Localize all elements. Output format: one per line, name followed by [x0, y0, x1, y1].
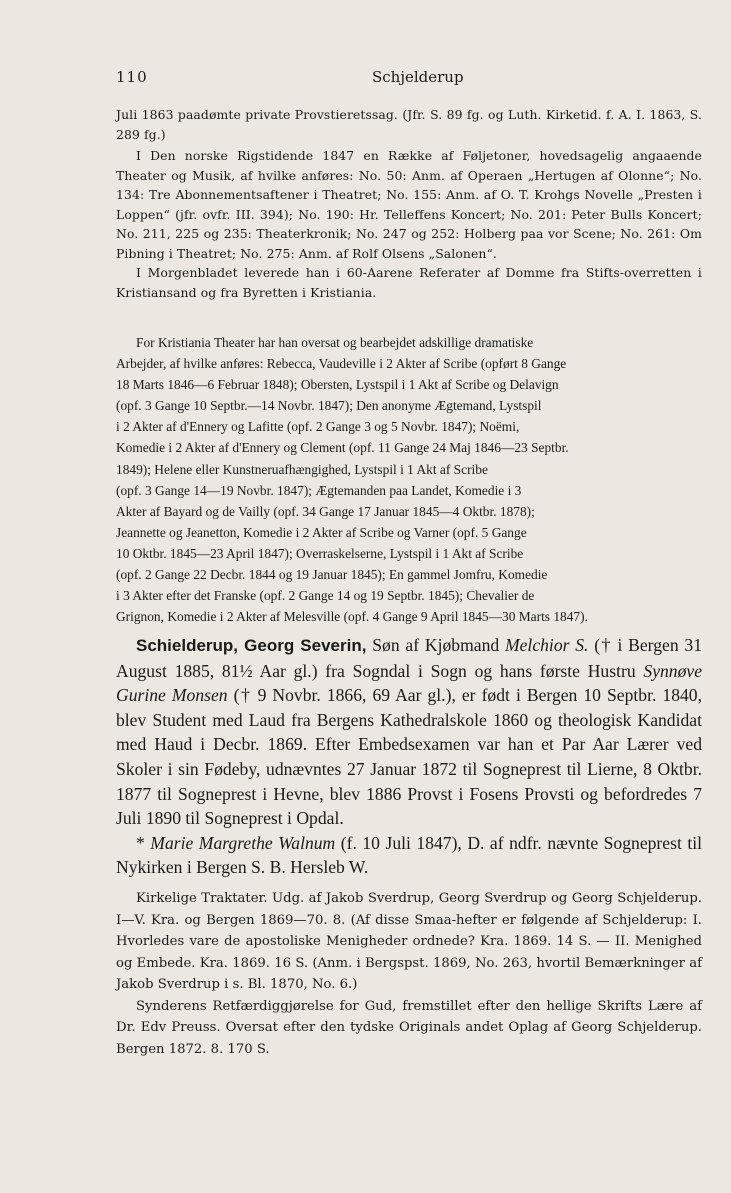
theater-line: Jeannette og Jeanetton, Komedie i 2 Akter af Scribe og Varner (opf. 5 Gange — [116, 524, 527, 540]
fraktur-notes-block — [116, 105, 702, 302]
theater-line: 1849); Helene eller Kunstneruafhængighed, Lystspil i 1 Akt af Scribe — [116, 461, 488, 477]
marriage-paragraph — [116, 831, 702, 880]
theater-line: Akter af Bayard og de Vailly (opf. 34 Gange 17 Januar 1845—4 Oktbr. 1878); — [116, 503, 535, 519]
theater-line: (opf. 2 Gange 22 Decbr. 1844 og 19 Januar 1845); En gammel Jomfru, Komedie — [116, 567, 548, 583]
theater-line: i 2 Akter af d'Ennery og Lafitte (opf. 2 Gange 3 og 5 Novbr. 1847); Noëmi, — [116, 419, 520, 435]
theater-line: (opf. 3 Gange 10 Septbr.—14 Novbr. 1847); Den anonyme Ægtemand, Lystspil — [116, 398, 542, 414]
theater-line: Grignon, Komedie i 2 Akter af Melesville (opf. 4 Gange 9 April 1845—30 Marts 1847). — [116, 609, 588, 625]
theater-line: i 3 Akter efter det Franske (opf. 2 Gange 14 og 19 Septbr. 1845); Chevalier de — [116, 588, 535, 604]
theater-translations-block — [116, 332, 702, 627]
marriage-text: (f. 10 Juli 1847), D. af ndfr. nævnte Sogneprest til Nykirken i Bergen S. B. Hersleb W. — [116, 832, 702, 878]
bio-text: Søn af Kjøbmand — [372, 635, 500, 655]
marriage-mark: * — [136, 832, 145, 853]
works-list — [116, 888, 702, 1060]
theater-line: For Kristiania Theater har han oversat og bearbejdet adskillige dramatiske — [136, 335, 534, 350]
morgenbladet-paragraph: I Morgenbladet leverede han i 60-Aarene Referater af Domme fra Stifts-overretten i Kristiansand og fra Byretten i Kristiania. — [116, 265, 702, 300]
provsti-case-paragraph: Juli 1863 paadømte private Provstieretssag. (Jfr. S. 89 fg. og Luth. Kirketid. f. A. I. 1863, S. 289 fg.) — [116, 107, 702, 142]
biography-entry — [116, 633, 702, 880]
page-number: 110 — [116, 68, 148, 86]
biography-paragraph — [116, 633, 702, 831]
running-title: Schjelderup — [372, 68, 464, 86]
mother-name: Synnøve Gurine Monsen — [116, 660, 703, 706]
theater-line: Komedie i 2 Akter af d'Ennery og Clement (opf. 11 Gange 24 Maj 1846—23 Septbr. — [116, 440, 569, 456]
wife-name: Marie Margrethe Walnum — [150, 832, 336, 853]
theater-line: 10 Oktbr. 1845—23 April 1847); Overraskelserne, Lystspil i 1 Akt af Scribe — [116, 545, 524, 561]
work-entry-traktater: Kirkelige Traktater. Udg. af Jakob Sverdrup, Georg Sverdrup og Georg Schjelderup. I—V. Kra. og Bergen 1869—70. 8. (Af disse Smaa-hefter er følgende af Schjelderup: I. Hvorledes vare de apostoliske Menigheder ordnede? Kra. 1869. 14 S. — II. Menighed og Embede. Kra. 1869. 16 S. (Anm. i Bergspst. 1869, No. 263, hvortil Bemærkninger af Jakob Sverdrup i s. Bl. 1870, No. 6.) — [116, 891, 702, 992]
father-name: Melchior S. — [504, 635, 589, 655]
theater-line: Arbejder, af hvilke anføres: Rebecca, Vaudeville i 2 Akter af Scribe (opført 8 Gange — [116, 356, 567, 372]
work-entry-retfaerdiggjorelse: Synderens Retfærdiggjørelse for Gud, fremstillet efter den hellige Skrifts Lære af Dr. Edv Preuss. Oversat efter den tydske Originals andet Oplag af Georg Schjelderup. Bergen 1872. 8. 170 S. — [116, 998, 702, 1057]
rigstidende-paragraph: I Den norske Rigstidende 1847 en Række af Føljetoner, hovedsagelig angaaende Theater og Musik, af hvilke anføres: No. 50: Anm. af Operaen „Hertugen af Olonne“; No. 134: Tre Abonnementsaftener i Theatret; No. 155: Anm. af O. T. Krohgs Novelle „Presten i Loppen“ (jfr. ovfr. III. 394); No. 190: Hr. Telleffens Koncert; No. 201: Peter Bulls Koncert; No. 211, 225 og 235: Theaterkronik; No. 247 og 252: Holberg paa vor Scene; No. 261: Om Pibning i Theatret; No. 275: Anm. af Rolf Olsens „Salonen“. — [116, 148, 702, 261]
bio-text: († 9 Novbr. 1866, 69 Aar gl.), er født i Bergen 10 Septbr. 1840, blev Student med Laud fra Bergens Kathedralskole 1860 og theologisk Kandidat med Haud i Decbr. 1869. Efter Embedsexamen var han et Par Aar Lærer ved Skoler i sin Fødeby, udnævntes 27 Januar 1872 til Sogneprest til Lierne, 8 Oktbr. 1877 til Sogneprest i Hevne, blev 1886 Provst i Fosens Provsti og befordredes 7 Juli 1890 til Sogneprest i Opdal. — [116, 685, 702, 829]
entry-name: Schielderup, Georg Severin, — [136, 636, 367, 655]
theater-line: 18 Marts 1846—6 Februar 1848); Obersten, Lystspil i 1 Akt af Scribe og Delavign — [116, 377, 559, 393]
theater-line: (opf. 3 Gange 14—19 Novbr. 1847); Ægtemanden paa Landet, Komedie i 3 — [116, 482, 522, 498]
bio-text: († i Bergen 31 August 1885, 81½ Aar gl.) fra Sogndal i Sogn og hans første Hustru — [116, 635, 703, 681]
